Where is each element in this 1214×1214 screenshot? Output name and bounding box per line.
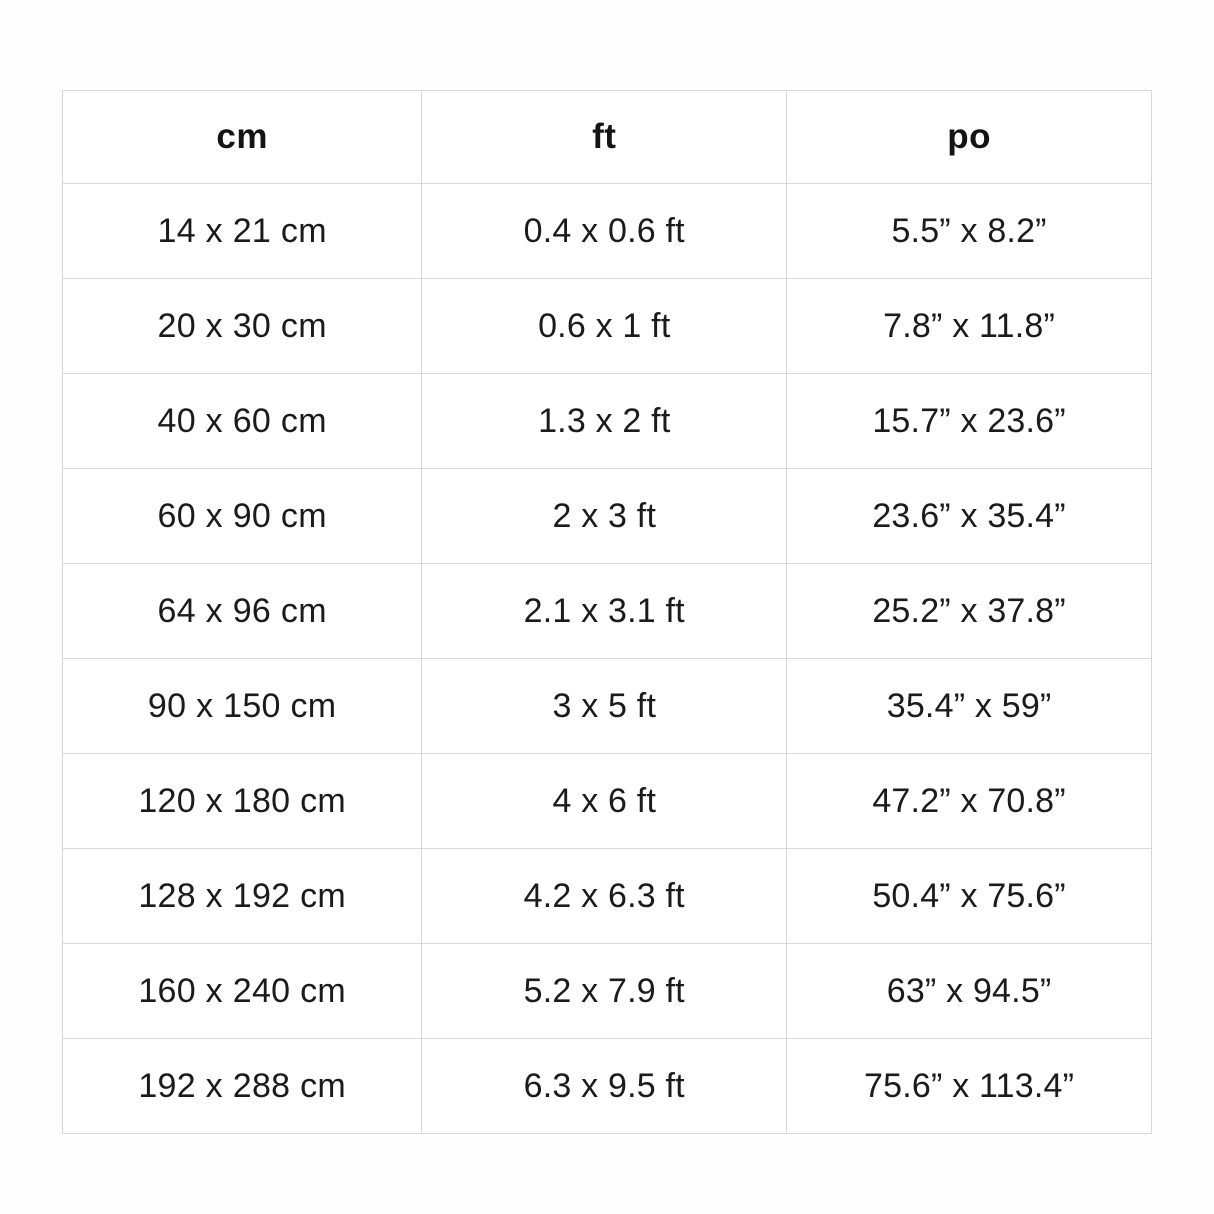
table-row [63, 1039, 1152, 1134]
table-row [63, 659, 1152, 754]
cell-po: 47.2” x 70.8” [787, 754, 1152, 849]
cell-ft: 2.1 x 3.1 ft [422, 564, 787, 659]
cell-po: 25.2” x 37.8” [787, 564, 1152, 659]
table-row [63, 184, 1152, 279]
table-row [63, 754, 1152, 849]
column-header-cm: cm [63, 91, 422, 184]
table-body [63, 184, 1152, 1134]
size-conversion-table [62, 90, 1152, 1134]
table-row [63, 374, 1152, 469]
cell-po: 35.4” x 59” [787, 659, 1152, 754]
cell-cm: 160 x 240 cm [63, 944, 422, 1039]
cell-ft: 2 x 3 ft [422, 469, 787, 564]
cell-po: 15.7” x 23.6” [787, 374, 1152, 469]
cell-ft: 4 x 6 ft [422, 754, 787, 849]
cell-cm: 90 x 150 cm [63, 659, 422, 754]
cell-cm: 192 x 288 cm [63, 1039, 422, 1134]
table-row [63, 849, 1152, 944]
cell-po: 7.8” x 11.8” [787, 279, 1152, 374]
cell-cm: 64 x 96 cm [63, 564, 422, 659]
cell-po: 63” x 94.5” [787, 944, 1152, 1039]
table-row [63, 564, 1152, 659]
cell-ft: 1.3 x 2 ft [422, 374, 787, 469]
column-header-ft: ft [422, 91, 787, 184]
cell-cm: 60 x 90 cm [63, 469, 422, 564]
cell-cm: 20 x 30 cm [63, 279, 422, 374]
size-conversion-table-container [62, 90, 1152, 1134]
cell-po: 50.4” x 75.6” [787, 849, 1152, 944]
cell-ft: 6.3 x 9.5 ft [422, 1039, 787, 1134]
column-header-po: po [787, 91, 1152, 184]
cell-po: 5.5” x 8.2” [787, 184, 1152, 279]
cell-po: 23.6” x 35.4” [787, 469, 1152, 564]
table-header [63, 91, 1152, 184]
cell-ft: 0.4 x 0.6 ft [422, 184, 787, 279]
cell-cm: 128 x 192 cm [63, 849, 422, 944]
cell-ft: 4.2 x 6.3 ft [422, 849, 787, 944]
cell-po: 75.6” x 113.4” [787, 1039, 1152, 1134]
cell-cm: 120 x 180 cm [63, 754, 422, 849]
table-row [63, 944, 1152, 1039]
cell-cm: 14 x 21 cm [63, 184, 422, 279]
cell-ft: 5.2 x 7.9 ft [422, 944, 787, 1039]
cell-ft: 3 x 5 ft [422, 659, 787, 754]
table-row [63, 279, 1152, 374]
table-row [63, 469, 1152, 564]
cell-ft: 0.6 x 1 ft [422, 279, 787, 374]
table-header-row [63, 91, 1152, 184]
cell-cm: 40 x 60 cm [63, 374, 422, 469]
